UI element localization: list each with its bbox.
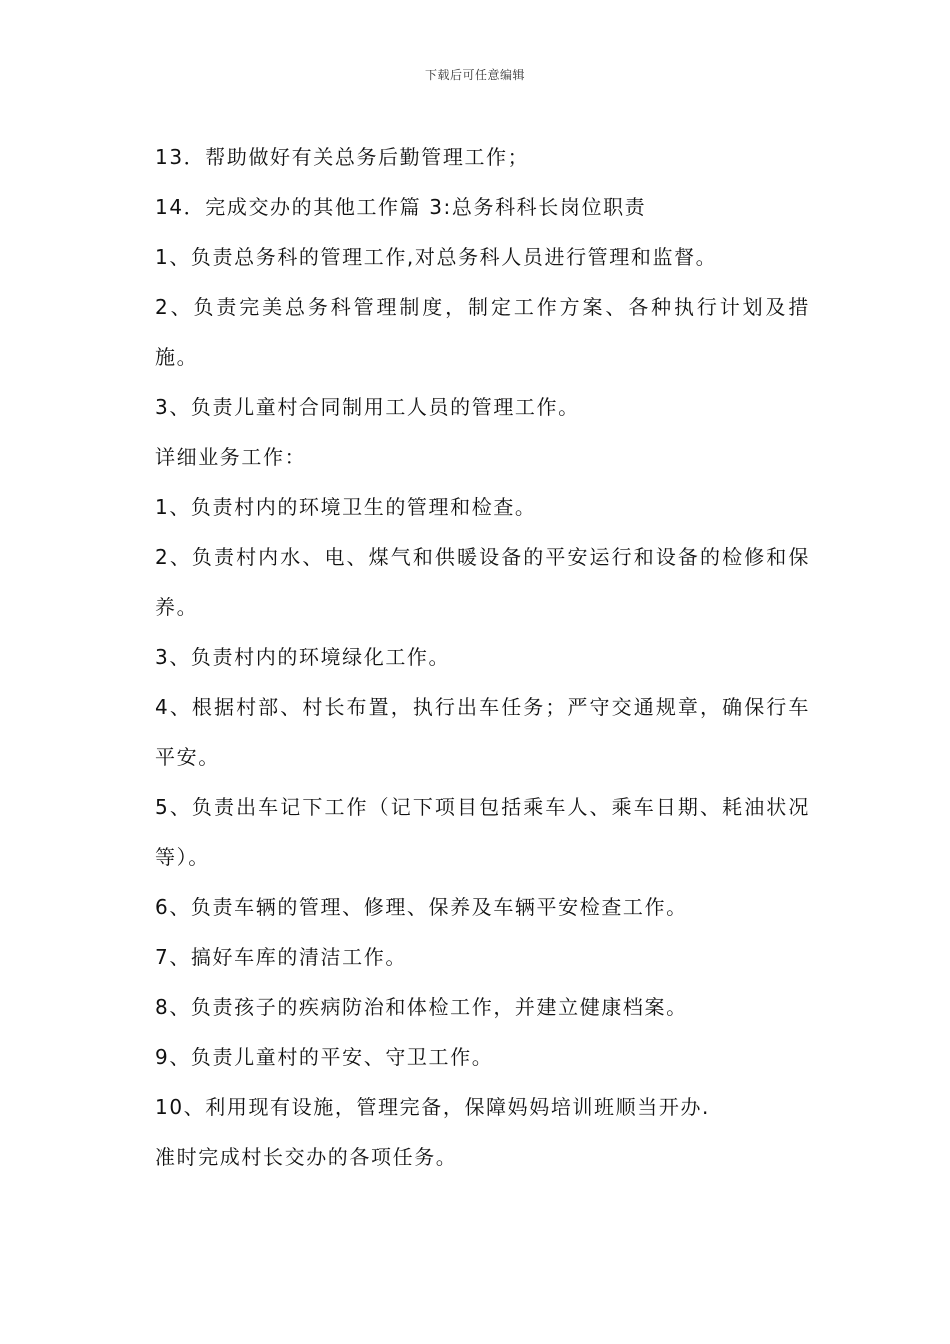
paragraph-duty-2: 2、负责完美总务科管理制度，制定工作方案、各种执行计划及措施。 [155,295,810,369]
paragraph-task-10: 10、利用现有设施，管理完备，保障妈妈培训班顺当开办. [155,1095,711,1119]
paragraph-task-9: 9、负责儿童村的平安、守卫工作。 [155,1045,494,1069]
paragraph-task-5: 5、负责出车记下工作（记下项目包括乘车人、乘车日期、耗油状况等）。 [155,795,810,869]
paragraph-task-6: 6、负责车辆的管理、修理、保养及车辆平安检查工作。 [155,895,688,919]
paragraph-duty-1: 1、负责总务科的管理工作,对总务科人员进行管理和监督。 [155,245,718,269]
paragraph-task-4: 4、根据村部、村长布置，执行出车任务；严守交通规章，确保行车平安。 [155,695,810,769]
paragraph-task-1: 1、负责村内的环境卫生的管理和检查。 [155,495,537,519]
paragraph-task-7: 7、搞好车库的清洁工作。 [155,945,407,969]
section-heading: 详细业务工作： [155,445,307,469]
paragraph-task-11: 准时完成村长交办的各项任务。 [155,1145,458,1169]
paragraph-task-3: 3、负责村内的环境绿化工作。 [155,645,451,669]
paragraph-task-2: 2、负责村内水、电、煤气和供暖设备的平安运行和设备的检修和保养。 [155,545,810,619]
page-header: 下载后可任意编辑 [424,68,525,82]
paragraph-14: 14．完成交办的其他工作篇 3:总务科科长岗位职责 [155,195,647,219]
paragraph-13: 13．帮助做好有关总务后勤管理工作； [155,145,530,169]
paragraph-task-8: 8、负责孩子的疾病防治和体检工作，并建立健康档案。 [155,995,688,1019]
paragraph-duty-3: 3、负责儿童村合同制用工人员的管理工作。 [155,395,580,419]
document-body [145,132,810,1182]
